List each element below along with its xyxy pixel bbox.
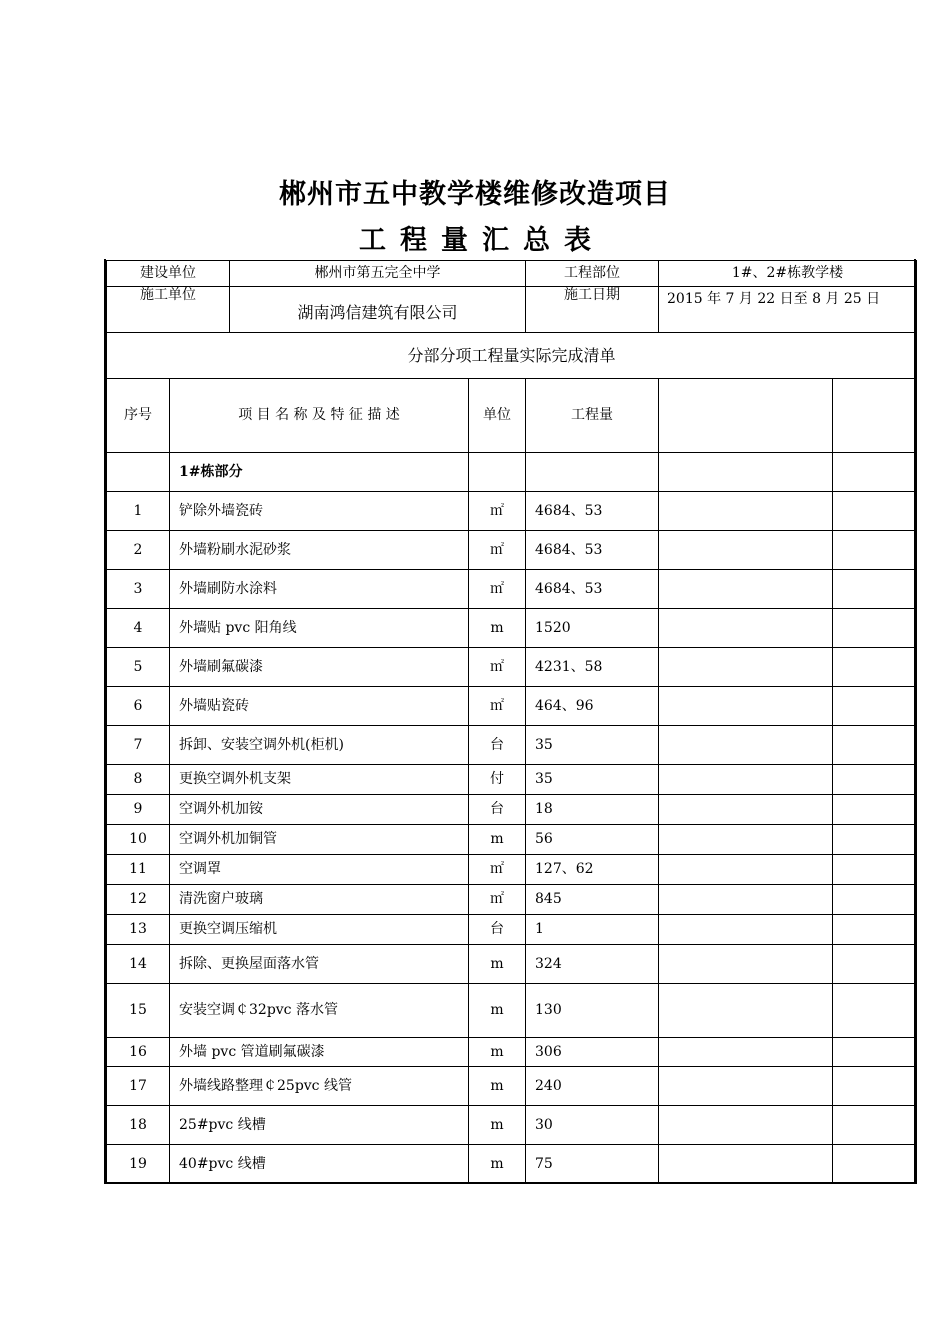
header-unit: 单位 <box>469 379 526 453</box>
row-qty: 306 <box>526 1038 659 1067</box>
table-row <box>107 825 917 855</box>
row-name: 40#pvc 线槽 <box>170 1145 469 1184</box>
row-unit: m <box>469 984 526 1038</box>
table-row <box>107 687 917 726</box>
row-qty: 4684、53 <box>526 570 659 609</box>
empty-cell <box>659 570 833 609</box>
empty-cell <box>469 453 526 492</box>
empty-cell <box>659 379 833 453</box>
table-row <box>107 531 917 570</box>
table-frame-left <box>104 259 106 1184</box>
empty-cell <box>833 915 917 945</box>
row-unit: 台 <box>469 726 526 765</box>
row-no: 2 <box>107 531 170 570</box>
empty-cell <box>833 531 917 570</box>
row-name: 清洗窗户玻璃 <box>170 885 469 915</box>
table-row <box>107 1106 917 1145</box>
table-row <box>107 795 917 825</box>
table-row <box>107 492 917 531</box>
row-name: 拆卸、安装空调外机(柜机) <box>170 726 469 765</box>
row-qty: 1520 <box>526 609 659 648</box>
row-no: 16 <box>107 1038 170 1067</box>
row-qty: 56 <box>526 825 659 855</box>
empty-cell <box>526 453 659 492</box>
part-value: 1#、2#栋教学楼 <box>659 261 917 287</box>
table-frame-right <box>914 259 916 1184</box>
group-title: 1#栋部分 <box>170 453 469 492</box>
row-no: 7 <box>107 726 170 765</box>
empty-cell <box>659 765 833 795</box>
empty-cell <box>833 453 917 492</box>
row-no: 12 <box>107 885 170 915</box>
row-qty: 4684、53 <box>526 492 659 531</box>
empty-cell <box>833 825 917 855</box>
row-unit: m <box>469 945 526 984</box>
empty-cell <box>833 726 917 765</box>
row-no: 18 <box>107 1106 170 1145</box>
row-no: 1 <box>107 492 170 531</box>
owner-value: 郴州市第五完全中学 <box>230 261 526 287</box>
empty-cell <box>833 984 917 1038</box>
row-unit: m <box>469 1145 526 1184</box>
empty-cell <box>833 570 917 609</box>
table-row <box>107 855 917 885</box>
row-qty: 4231、58 <box>526 648 659 687</box>
row-unit: m <box>469 1106 526 1145</box>
document-subtitle: 工程量汇总表 <box>359 225 605 256</box>
builder-value: 湖南鸿信建筑有限公司 <box>230 287 526 333</box>
row-name: 铲除外墙瓷砖 <box>170 492 469 531</box>
table-row <box>107 765 917 795</box>
row-qty: 1 <box>526 915 659 945</box>
empty-cell <box>833 1145 917 1184</box>
row-name: 安装空调￠32pvc 落水管 <box>170 984 469 1038</box>
table-row <box>107 1038 917 1067</box>
row-no: 17 <box>107 1067 170 1106</box>
row-name: 空调外机加铜管 <box>170 825 469 855</box>
empty-cell <box>833 765 917 795</box>
row-name: 拆除、更换屋面落水管 <box>170 945 469 984</box>
empty-cell <box>833 885 917 915</box>
date-value: 2015 年 7 月 22 日至 8 月 25 日 <box>659 287 917 333</box>
table-row <box>107 984 917 1038</box>
empty-cell <box>833 687 917 726</box>
empty-cell <box>833 855 917 885</box>
empty-cell <box>833 609 917 648</box>
row-name: 外墙 pvc 管道刷氟碳漆 <box>170 1038 469 1067</box>
row-no: 3 <box>107 570 170 609</box>
info-row-builder <box>107 287 917 333</box>
section-title: 分部分项工程量实际完成清单 <box>107 333 917 379</box>
empty-cell <box>659 855 833 885</box>
row-qty: 35 <box>526 726 659 765</box>
row-name: 外墙贴瓷砖 <box>170 687 469 726</box>
empty-cell <box>659 984 833 1038</box>
row-qty: 4684、53 <box>526 531 659 570</box>
row-name: 外墙粉刷水泥砂浆 <box>170 531 469 570</box>
row-unit: m <box>469 609 526 648</box>
empty-cell <box>659 825 833 855</box>
table-row <box>107 885 917 915</box>
table-frame-bottom <box>104 1182 916 1184</box>
row-no: 15 <box>107 984 170 1038</box>
row-unit: m <box>469 825 526 855</box>
row-name: 外墙刷防水涂料 <box>170 570 469 609</box>
section-title-row <box>107 333 917 379</box>
empty-cell <box>659 609 833 648</box>
empty-cell <box>659 915 833 945</box>
row-name: 空调外机加铵 <box>170 795 469 825</box>
empty-cell <box>833 1067 917 1106</box>
row-unit: ㎡ <box>469 492 526 531</box>
row-name: 更换空调压缩机 <box>170 915 469 945</box>
row-no: 6 <box>107 687 170 726</box>
row-no: 11 <box>107 855 170 885</box>
row-no: 14 <box>107 945 170 984</box>
table-row <box>107 1145 917 1184</box>
empty-cell <box>833 945 917 984</box>
empty-cell <box>659 453 833 492</box>
row-qty: 845 <box>526 885 659 915</box>
row-name: 外墙线路整理￠25pvc 线管 <box>170 1067 469 1106</box>
empty-cell <box>659 1038 833 1067</box>
row-qty: 240 <box>526 1067 659 1106</box>
empty-cell <box>833 1106 917 1145</box>
header-row <box>107 379 917 453</box>
empty-cell <box>659 1145 833 1184</box>
row-unit: ㎡ <box>469 885 526 915</box>
empty-cell <box>659 1106 833 1145</box>
empty-cell <box>107 453 170 492</box>
empty-cell <box>659 648 833 687</box>
row-no: 9 <box>107 795 170 825</box>
row-unit: ㎡ <box>469 648 526 687</box>
row-unit: 台 <box>469 915 526 945</box>
part-label: 工程部位 <box>526 261 659 287</box>
row-unit: 付 <box>469 765 526 795</box>
header-name: 项 目 名 称 及 特 征 描 述 <box>170 379 469 453</box>
row-unit: m <box>469 1038 526 1067</box>
row-name: 空调罩 <box>170 855 469 885</box>
empty-cell <box>833 379 917 453</box>
empty-cell <box>659 726 833 765</box>
document-title: 郴州市五中教学楼维修改造项目 <box>279 179 671 210</box>
header-no: 序号 <box>107 379 170 453</box>
empty-cell <box>659 687 833 726</box>
table-row <box>107 609 917 648</box>
table-row <box>107 648 917 687</box>
row-qty: 130 <box>526 984 659 1038</box>
empty-cell <box>659 492 833 531</box>
row-no: 5 <box>107 648 170 687</box>
row-qty: 464、96 <box>526 687 659 726</box>
table-row <box>107 726 917 765</box>
row-qty: 324 <box>526 945 659 984</box>
table-row <box>107 915 917 945</box>
empty-cell <box>659 885 833 915</box>
row-qty: 75 <box>526 1145 659 1184</box>
row-no: 19 <box>107 1145 170 1184</box>
row-unit: 台 <box>469 795 526 825</box>
row-name: 外墙贴 pvc 阳角线 <box>170 609 469 648</box>
row-unit: ㎡ <box>469 687 526 726</box>
table-row <box>107 1067 917 1106</box>
builder-label: 施工单位 <box>107 287 230 333</box>
row-name: 25#pvc 线槽 <box>170 1106 469 1145</box>
empty-cell <box>833 492 917 531</box>
row-unit: m <box>469 1067 526 1106</box>
header-qty: 工程量 <box>526 379 659 453</box>
row-qty: 127、62 <box>526 855 659 885</box>
quantity-summary-table <box>106 260 917 1184</box>
row-unit: ㎡ <box>469 855 526 885</box>
group-row <box>107 453 917 492</box>
empty-cell <box>659 795 833 825</box>
info-row-owner <box>107 261 917 287</box>
row-name: 外墙刷氟碳漆 <box>170 648 469 687</box>
empty-cell <box>659 531 833 570</box>
empty-cell <box>833 648 917 687</box>
row-unit: ㎡ <box>469 531 526 570</box>
row-name: 更换空调外机支架 <box>170 765 469 795</box>
owner-label: 建设单位 <box>107 261 230 287</box>
row-qty: 18 <box>526 795 659 825</box>
row-qty: 30 <box>526 1106 659 1145</box>
row-no: 8 <box>107 765 170 795</box>
table-row <box>107 945 917 984</box>
row-qty: 35 <box>526 765 659 795</box>
row-no: 10 <box>107 825 170 855</box>
empty-cell <box>659 1067 833 1106</box>
table-row <box>107 570 917 609</box>
row-no: 4 <box>107 609 170 648</box>
date-label: 施工日期 <box>526 287 659 333</box>
empty-cell <box>659 945 833 984</box>
row-no: 13 <box>107 915 170 945</box>
empty-cell <box>833 795 917 825</box>
row-unit: ㎡ <box>469 570 526 609</box>
empty-cell <box>833 1038 917 1067</box>
